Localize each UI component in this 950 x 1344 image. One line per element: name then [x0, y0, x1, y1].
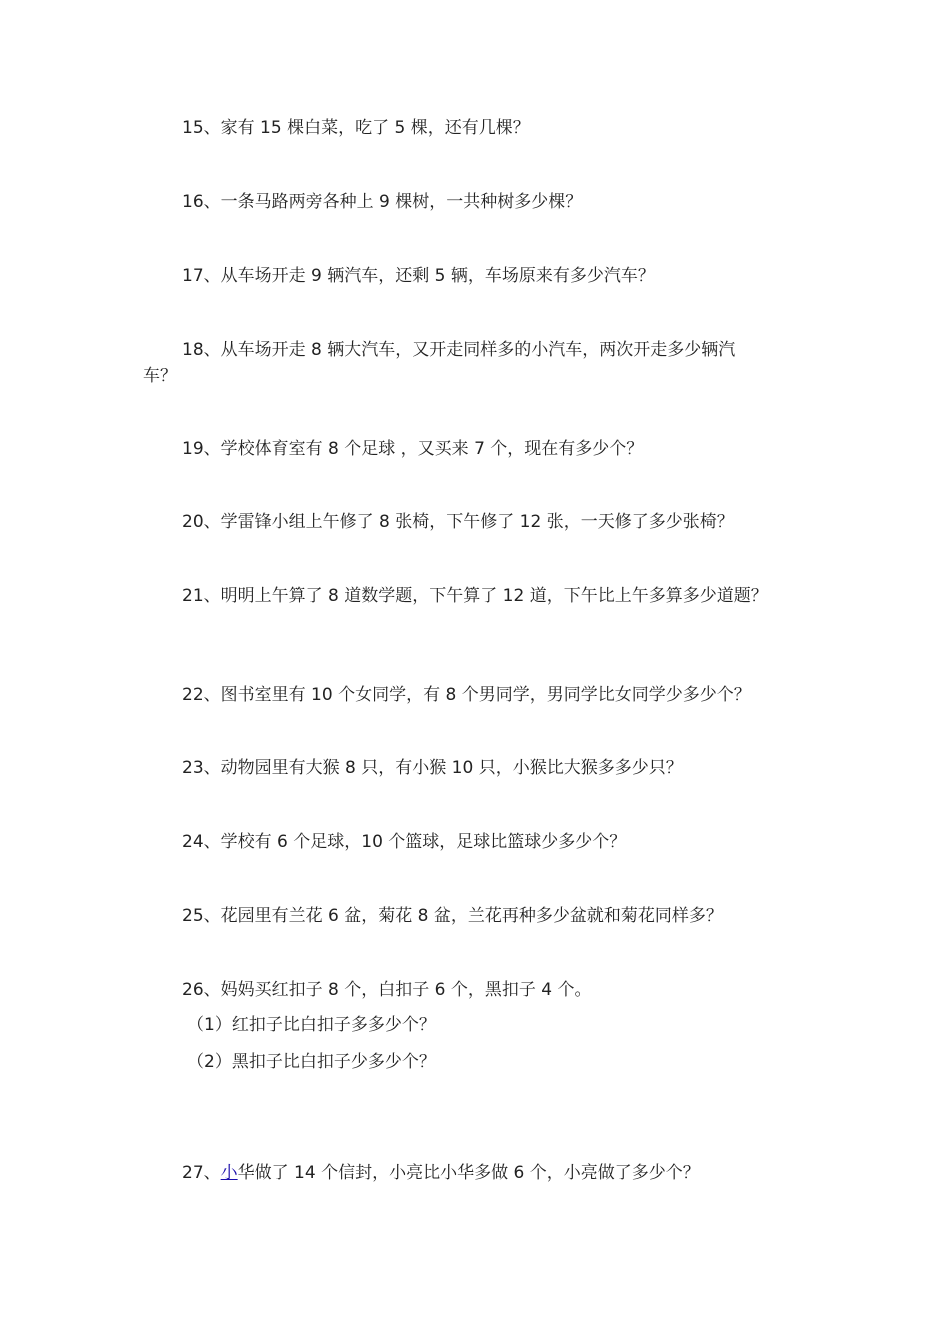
question-number: 26	[182, 980, 204, 1000]
question-number: 21	[182, 586, 204, 606]
question-number: 16	[182, 192, 204, 212]
question-text: 从车场开走 9 辆汽车，还剩 5 辆，车场原来有多少汽车？	[220, 266, 655, 286]
question-26-sub-2	[187, 1050, 436, 1074]
question-text: 学校体育室有 8 个足球 ，又买来 7 个，现在有多少个？	[220, 439, 644, 459]
question-number: 22	[182, 685, 204, 705]
question-23: 23、动物园里有大猴 8 只，有小猴 10 只，小猴比大猴多多少只？	[182, 758, 683, 778]
question-24: 24、学校有 6 个足球，10 个篮球，足球比篮球少多少个？	[182, 832, 627, 852]
question-text: 明明上午算了 8 道数学题，下午算了 12 道，下午比上午多算多少道题？	[220, 586, 768, 606]
question-19: 19、学校体育室有 8 个足球 ，又买来 7 个，现在有多少个？	[182, 439, 644, 459]
question-text: 学雷锋小组上午修了 8 张椅，下午修了 12 张，一天修了多少张椅？	[220, 512, 734, 532]
question-number: 23	[182, 758, 204, 778]
question-20: 20、学雷锋小组上午修了 8 张椅，下午修了 12 张，一天修了多少张椅？	[182, 512, 734, 532]
question-number: 17	[182, 266, 204, 286]
question-text: 学校有 6 个足球，10 个篮球，足球比篮球少多少个？	[220, 832, 627, 852]
question-text: 图书室里有 10 个女同学，有 8 个男同学，男同学比女同学少多少个？	[220, 685, 751, 705]
question-text: 妈妈买红扣子 8 个，白扣子 6 个，黑扣子 4 个。	[220, 980, 592, 1000]
question-text: 一条马路两旁各种上 9 棵树，一共种树多少棵？	[220, 192, 583, 212]
sub-question-text: （2）黑扣子比白扣子少多少个？	[187, 1052, 436, 1072]
question-text-continuation: 车？	[143, 366, 177, 386]
question-text: 华做了 14 个信封，小亮比小华多做 6 个，小亮做了多少个？	[237, 1163, 700, 1183]
question-25: 25、花园里有兰花 6 盆，菊花 8 盆，兰花再种多少盆就和菊花同样多？	[182, 906, 723, 926]
question-number: 20	[182, 512, 204, 532]
hyperlink-xiao[interactable]: 小	[220, 1163, 238, 1183]
question-number: 19	[182, 439, 204, 459]
question-27: 27、小华做了 14 个信封，小亮比小华多做 6 个，小亮做了多少个？	[182, 1163, 700, 1183]
question-number: 18	[182, 340, 204, 360]
question-26-sub-1	[187, 1013, 436, 1037]
question-text: 家有 15 棵白菜，吃了 5 棵，还有几棵？	[220, 118, 530, 138]
question-18: 18、从车场开走 8 辆大汽车，又开走同样多的小汽车，两次开走多少辆汽	[182, 340, 736, 360]
question-22: 22、图书室里有 10 个女同学，有 8 个男同学，男同学比女同学少多少个？	[182, 685, 751, 705]
question-number: 27	[182, 1163, 204, 1183]
question-16: 16、一条马路两旁各种上 9 棵树，一共种树多少棵？	[182, 192, 583, 212]
question-18-continuation	[143, 364, 177, 388]
sub-question-text: （1）红扣子比白扣子多多少个？	[187, 1015, 436, 1035]
question-21: 21、明明上午算了 8 道数学题，下午算了 12 道，下午比上午多算多少道题？	[182, 586, 768, 606]
question-number: 25	[182, 906, 204, 926]
question-26: 26、妈妈买红扣子 8 个，白扣子 6 个，黑扣子 4 个。	[182, 980, 592, 1000]
question-number: 24	[182, 832, 204, 852]
question-17: 17、从车场开走 9 辆汽车，还剩 5 辆，车场原来有多少汽车？	[182, 266, 655, 286]
question-15: 15、家有 15 棵白菜，吃了 5 棵，还有几棵？	[182, 118, 530, 138]
question-text: 花园里有兰花 6 盆，菊花 8 盆，兰花再种多少盆就和菊花同样多？	[220, 906, 723, 926]
question-text: 从车场开走 8 辆大汽车，又开走同样多的小汽车，两次开走多少辆汽	[220, 340, 736, 360]
question-text: 动物园里有大猴 8 只，有小猴 10 只，小猴比大猴多多少只？	[220, 758, 683, 778]
question-number: 15	[182, 118, 204, 138]
